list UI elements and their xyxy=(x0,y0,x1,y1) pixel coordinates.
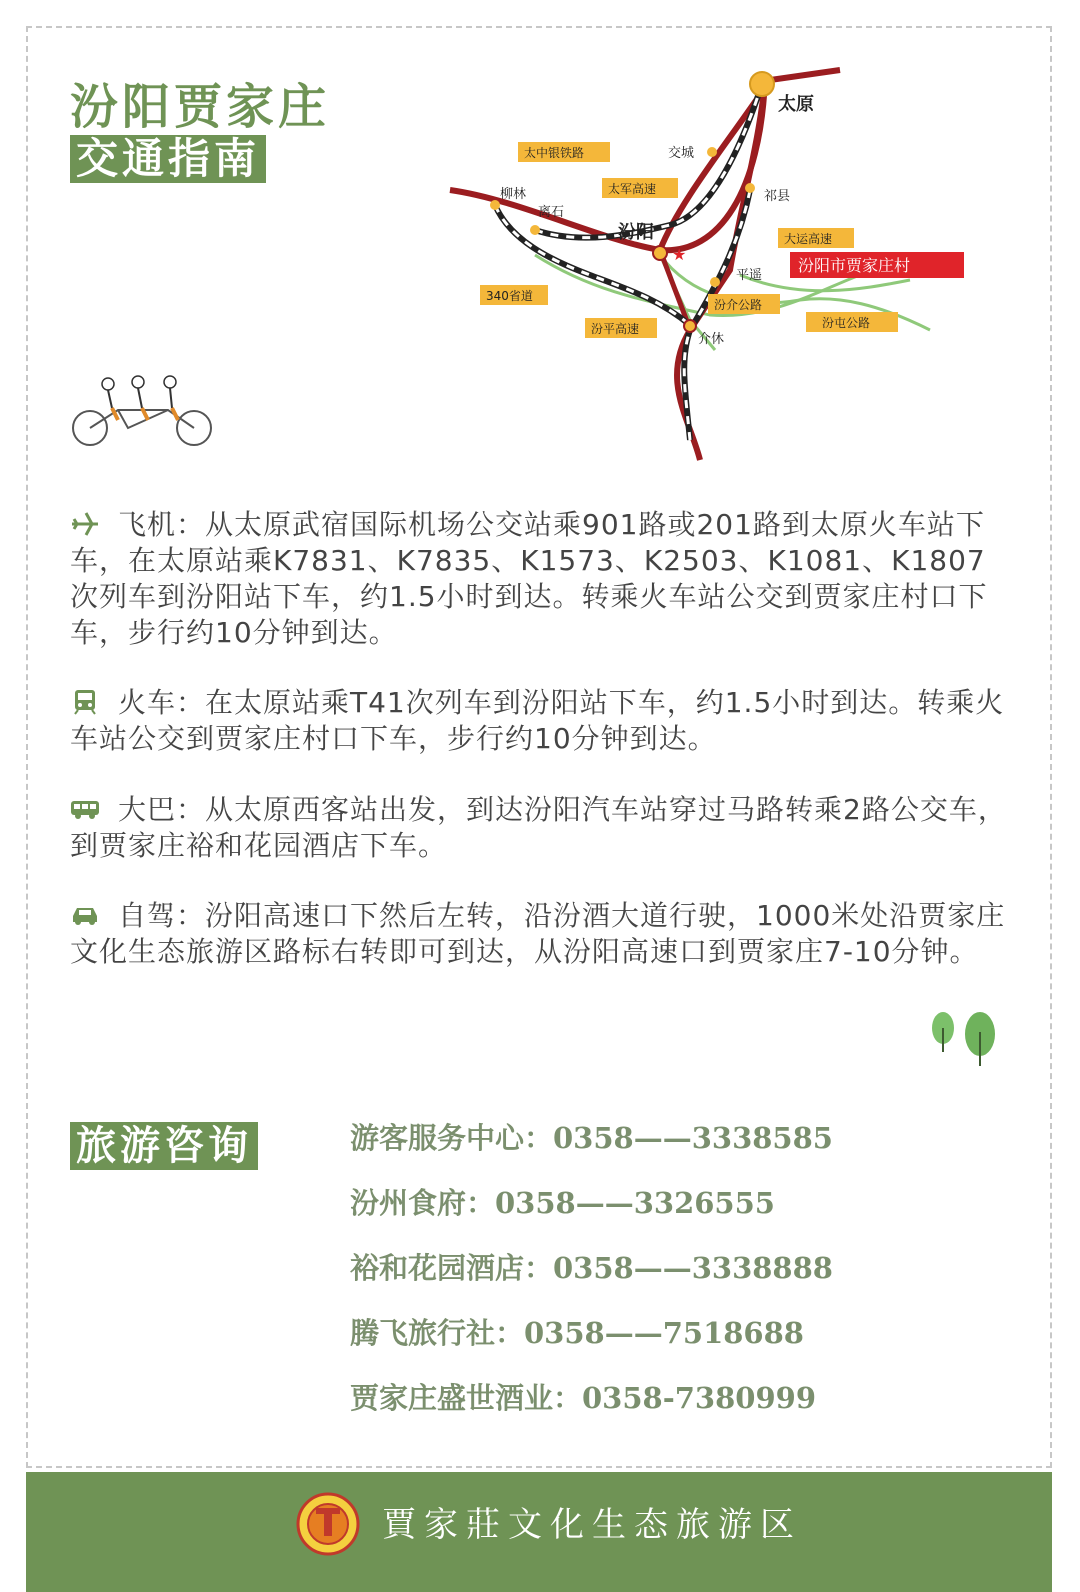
bus-text: 大巴：从太原西客站出发，到达汾阳汽车站穿过马路转乘2路公交车，到贾家庄裕和花园酒店下车。 xyxy=(70,793,1007,862)
contact-yuhe-hotel: 裕和花园酒店：0358——3338888 xyxy=(350,1251,833,1285)
consult-title: 旅游咨询 xyxy=(70,1122,258,1170)
train-section xyxy=(70,685,1010,757)
contact-list xyxy=(350,1118,833,1443)
footer-bar xyxy=(26,1472,1052,1592)
car-icon xyxy=(70,902,100,928)
map-label-liulin: 柳林 xyxy=(500,187,527,202)
map-tag-340: 340省道 xyxy=(486,289,533,303)
contact-tengfei-travel: 腾飞旅行社：0358——7518688 xyxy=(350,1316,804,1350)
map-destination: 汾阳市贾家庄村 xyxy=(798,256,911,275)
route-map xyxy=(440,60,1020,480)
trees-decoration xyxy=(925,1008,1005,1070)
map-label-lishi: 离石 xyxy=(538,205,565,220)
plane-section xyxy=(70,507,1010,651)
map-label-pingyao: 平遥 xyxy=(736,268,763,283)
map-label-taiyuan: 太原 xyxy=(778,94,814,115)
map-tag-taizhong: 太中银铁路 xyxy=(524,146,585,160)
map-tag-taijun: 太军高速 xyxy=(608,182,657,196)
map-label-jiaocheng: 交城 xyxy=(668,146,695,161)
page-title: 汾阳贾家庄 xyxy=(70,79,331,135)
plane-text: 飞机：从太原武宿国际机场公交站乘901路或201路到太原火车站下车，在太原站乘K7831、K7835、K1573、K2503、K1081、K1807次列车到汾阳站下车，约1.5小时到达。转乘火车站公交到贾家庄村口下车，步行约10分钟到达。 xyxy=(70,508,988,649)
train-icon xyxy=(70,689,100,715)
seal-logo-icon xyxy=(296,1492,360,1556)
map-tag-fentun: 汾屯公路 xyxy=(822,316,871,330)
train-text: 火车：在太原站乘T41次列车到汾阳站下车，约1.5小时到达。转乘火车站公交到贾家庄村口下车，步行约10分钟到达。 xyxy=(70,686,1005,755)
map-tag-fenjie: 汾介公路 xyxy=(714,298,763,312)
tandem-bike-illustration xyxy=(68,370,218,448)
bus-icon xyxy=(70,796,100,822)
svg-text:★: ★ xyxy=(672,245,687,264)
car-section xyxy=(70,898,1010,970)
car-text: 自驾：汾阳高速口下然后左转，沿汾酒大道行驶，1000米处沿贾家庄文化生态旅游区路标右转即可到达，从汾阳高速口到贾家庄7-10分钟。 xyxy=(70,899,1006,968)
contact-shengshi-winery: 贾家庄盛世酒业：0358-7380999 xyxy=(350,1381,816,1415)
map-label-jiexiu: 介休 xyxy=(698,332,725,347)
bus-section xyxy=(70,792,1010,864)
page-subtitle: 交通指南 xyxy=(70,135,266,183)
map-label-fenyang: 汾阳 xyxy=(618,222,654,243)
contact-visitor-center: 游客服务中心：0358——3338585 xyxy=(350,1121,833,1155)
map-tag-fenping: 汾平高速 xyxy=(591,322,640,336)
contact-fenzhou-restaurant: 汾州食府：0358——3326555 xyxy=(350,1186,775,1220)
footer-text: 賈家莊文化生态旅游区 xyxy=(382,1505,802,1545)
map-label-qixian: 祁县 xyxy=(764,189,791,204)
map-tag-dayun: 大运高速 xyxy=(784,232,833,246)
airplane-icon xyxy=(70,511,100,537)
